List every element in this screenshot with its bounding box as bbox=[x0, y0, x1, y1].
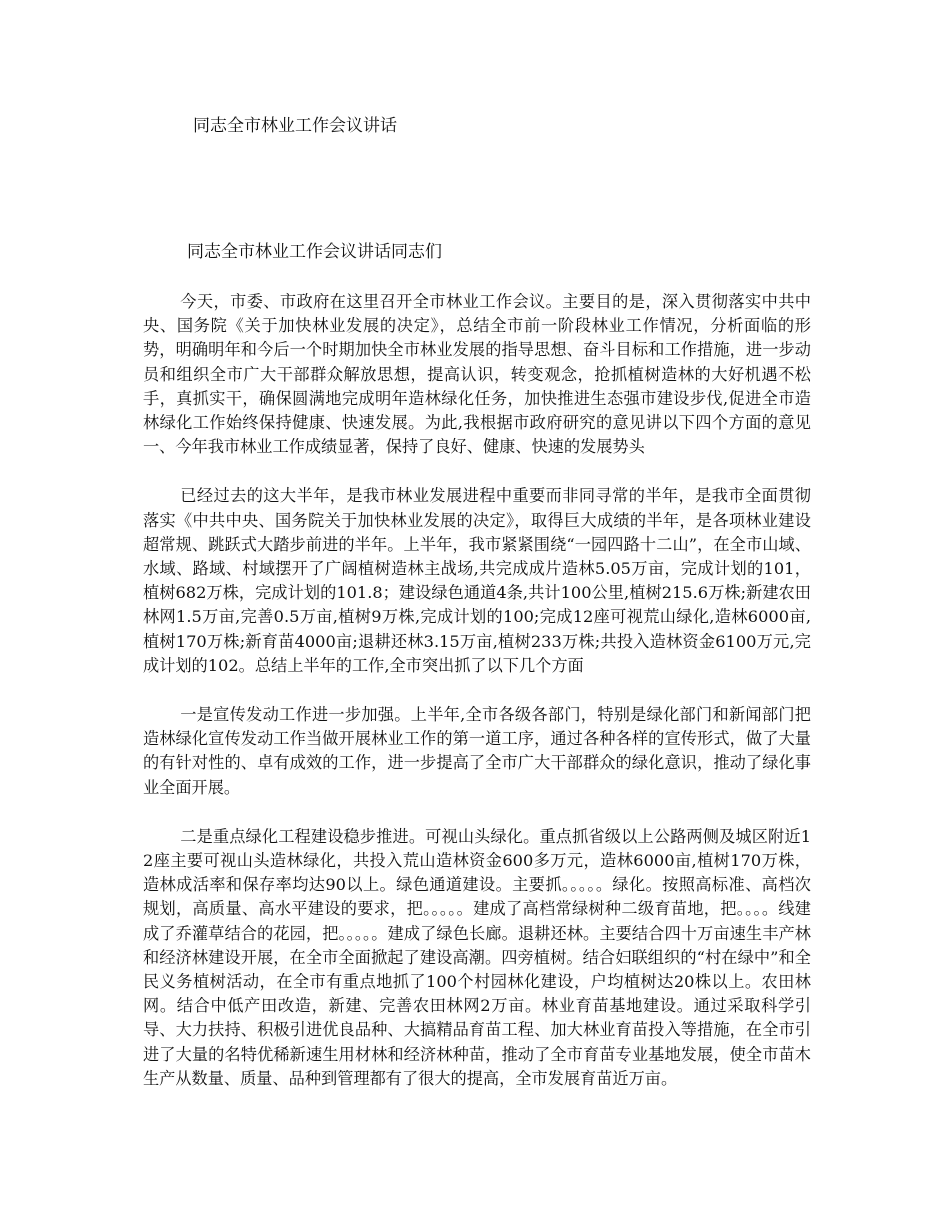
document-body bbox=[143, 240, 811, 1116]
paragraph-achievements: 已经过去的这大半年，是我市林业发展进程中重要而非同寻常的半年，是我市全面贯彻落实《中共中央、国务院关于加快林业发展的决定》，取得巨大成绩的半年，是各项林业建设超常规、跳跃式大踏步前进的半年。上半年，我市紧紧围绕“一园四路十二山”，在全市山域、水域、路域、村域摆开了广阔植树造林主战场,共完成成片造林5.05万亩，完成计划的101，植树682万株，完成计划的101.8；建设绿色通道4条,共计100公里,植树215.6万株;新建农田林网1.5万亩,完善0.5万亩,植树9万株,完成计划的100;完成12座可视荒山绿化,造林6000亩,植树170万株;新育苗4000亩;退耕还林3.15万亩,植树233万株;共投入造林资金6100万元,完成计划的102。总结上半年的工作,全市突出抓了以下几个方面 bbox=[143, 486, 811, 675]
document-title: 同志全市林业工作会议讲话 bbox=[193, 116, 397, 136]
paragraph-key-projects: 二是重点绿化工程建设稳步推进。可视山头绿化。重点抓省级以上公路两侧及城区附近12座主要可视山头造林绿化，共投入荒山造林资金600多万元，造林6000亩,植树170万株，造林成活率和保存率均达90以上。绿色通道建设。主要抓。。。。。绿化。按照高标准、高档次规划，高质量、高水平建设的要求，把。。。。。建成了高档常绿树种二级育苗地，把。。。。线建成了乔灌草结合的花园，把。。。。。建成了绿色长廊。退耕还林。主要结合四十万亩速生丰产林和经济林建设开展，在全市全面掀起了建设高潮。四旁植树。结合妇联组织的“村在绿中”和全民义务植树活动，在全市有重点地抓了100个村园林化建设，户均植树达20株以上。农田林网。结合中低产田改造，新建、完善农田林网2万亩。林业育苗基地建设。通过采取科学引导、大力扶持、积极引进优良品种、大搞精品育苗工程、加大林业育苗投入等措施，在全市引进了大量的名特优稀新速生用材林和经济林种苗，推动了全市育苗专业基地发展，使全市苗木生产从数量、质量、品种到管理都有了很大的提高，全市发展育苗近万亩。 bbox=[143, 826, 811, 1088]
document-subtitle: 同志全市林业工作会议讲话同志们 bbox=[187, 242, 442, 262]
paragraph-intro: 今天，市委、市政府在这里召开全市林业工作会议。主要目的是，深入贯彻落实中共中央、国务院《关于加快林业发展的决定》，总结全市前一阶段林业工作情况，分析面临的形势，明确明年和今后一个时期加快全市林业发展的指导思想、奋斗目标和工作措施，进一步动员和组织全市广大干部群众解放思想，提高认识，转变观念，抢抓植树造林的大好机遇不松手，真抓实干，确保圆满地完成明年造林绿化任务，加快推进生态强市建设步伐,促进全市造林绿化工作始终保持健康、快速发展。为此,我根据市政府研究的意见讲以下四个方面的意见一、今年我市林业工作成绩显著，保持了良好、健康、快速的发展势头 bbox=[143, 292, 811, 457]
paragraph-publicity: 一是宣传发动工作进一步加强。上半年,全市各级各部门，特别是绿化部门和新闻部门把造林绿化宣传发动工作当做开展林业工作的第一道工序，通过各种各样的宣传形式，做了大量的有针对性的、卓有成效的工作，进一步提高了全市广大干部群众的绿化意识，推动了绿化事业全面开展。 bbox=[143, 705, 811, 797]
